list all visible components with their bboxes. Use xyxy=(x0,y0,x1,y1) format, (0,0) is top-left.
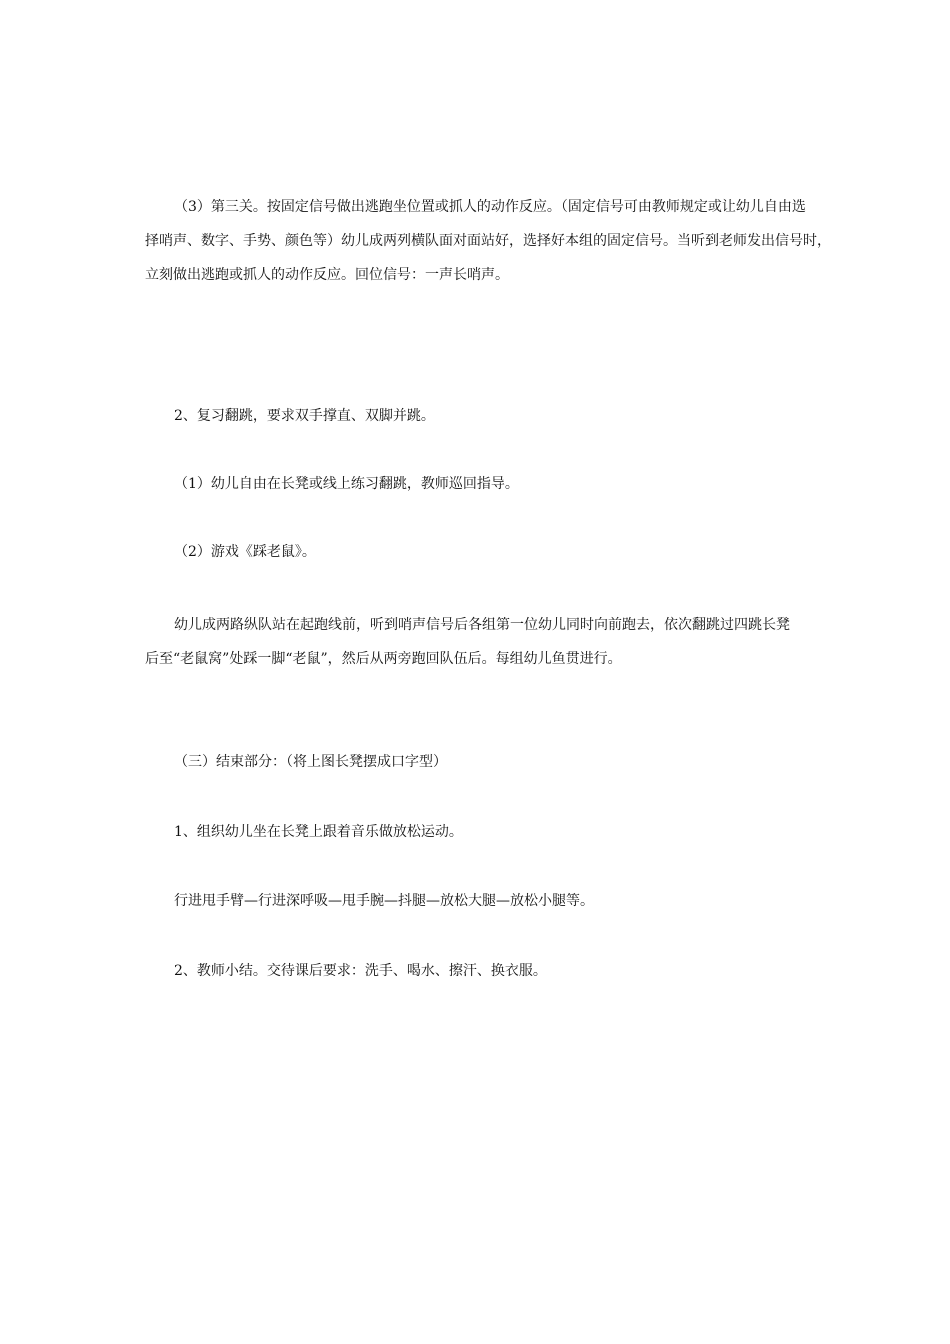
paragraph-line: 立刻做出逃跑或抓人的动作反应。回位信号：一声长哨声。 xyxy=(145,267,509,283)
item-game-title: （2）游戏《踩老鼠》。 xyxy=(174,544,316,560)
paragraph-line: 幼儿成两路纵队站在起跑线前，听到哨声信号后各组第一位幼儿同时向前跑去，依次翻跳过四跳长凳 xyxy=(174,617,790,633)
paragraph-line: 后至“老鼠窝”处踩一脚“老鼠”，然后从两旁跑回队伍后。每组幼儿鱼贯进行。 xyxy=(145,651,622,667)
relaxation-sequence: 行进甩手臂—行进深呼吸—甩手腕—抖腿—放松大腿—放松小腿等。 xyxy=(174,893,594,909)
paragraph-line: （3）第三关。按固定信号做出逃跑坐位置或抓人的动作反应。（固定信号可由教师规定或让幼儿自由选 xyxy=(174,199,806,215)
item-teacher-summary: 2、教师小结。交待课后要求：洗手、喝水、擦汗、换衣服。 xyxy=(174,963,547,979)
paragraph-game-rules xyxy=(145,608,809,676)
item-free-practice: （1）幼儿自由在长凳或线上练习翻跳，教师巡回指导。 xyxy=(174,476,519,492)
section-heading-ending: （三）结束部分：（将上图长凳摆成口字型） xyxy=(174,754,447,770)
paragraph-line: 择哨声、数字、手势、颜色等）幼儿成两列横队面对面站好，选择好本组的固定信号。当听到老师发出信号时， xyxy=(145,233,831,249)
heading-review-flip-jump: 2、复习翻跳，要求双手撑直、双脚并跳。 xyxy=(174,408,435,424)
item-relaxation: 1、组织幼儿坐在长凳上跟着音乐做放松运动。 xyxy=(174,824,463,840)
paragraph-third-level xyxy=(145,190,831,292)
